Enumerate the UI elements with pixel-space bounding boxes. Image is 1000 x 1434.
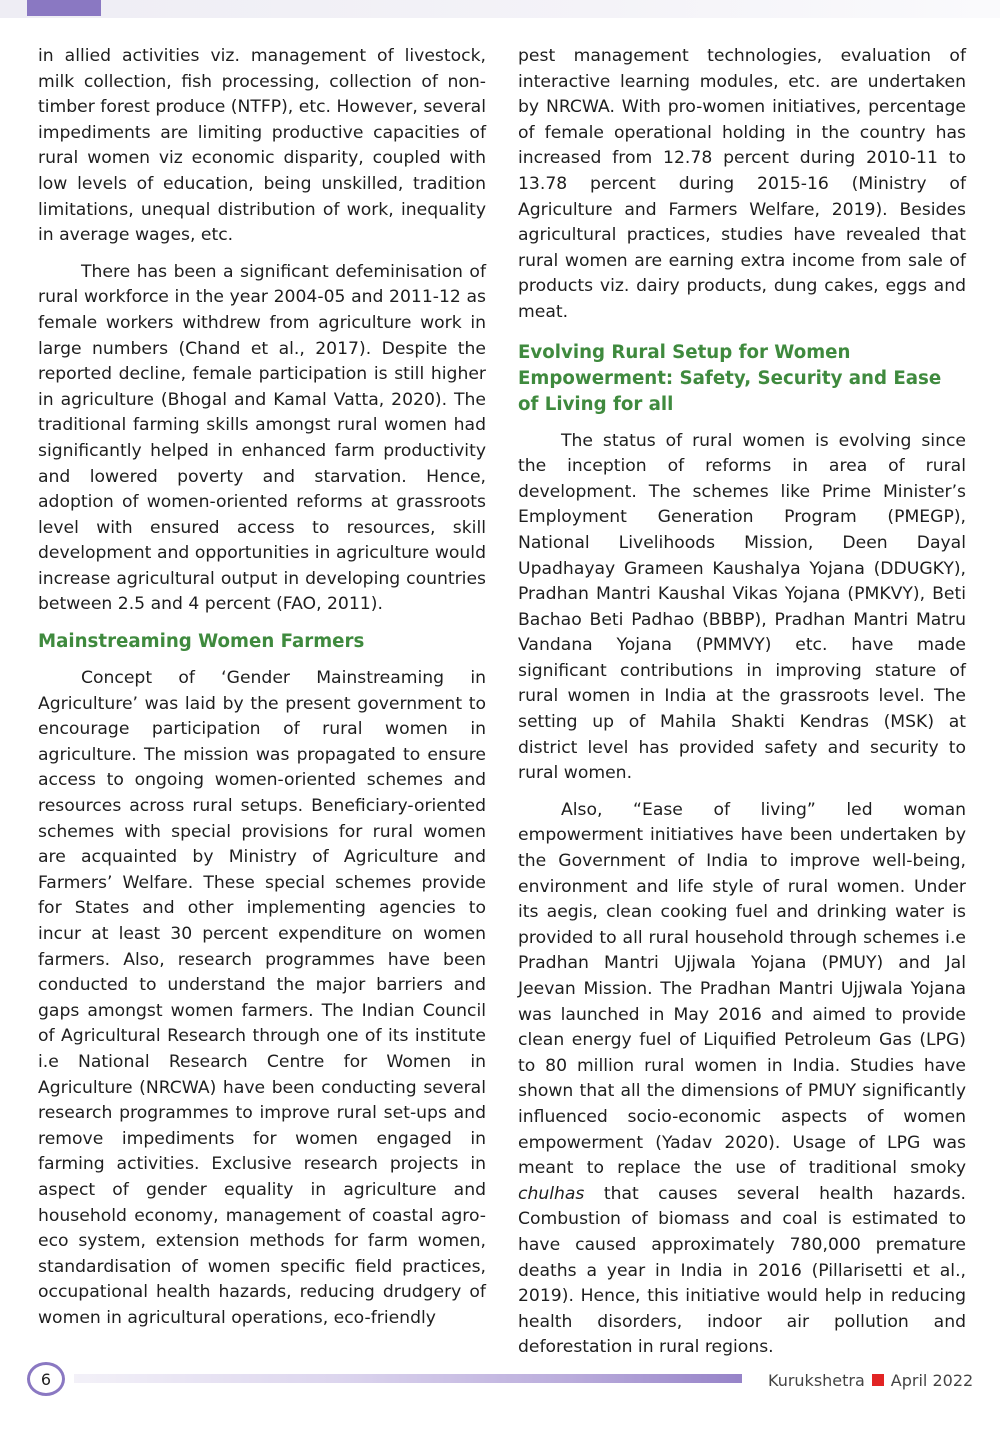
section-heading-evolving-rural-setup: Evolving Rural Setup for Women Empowerment: Safety, Security and Ease of Living for all — [518, 341, 942, 415]
left-paragraph-3: Concept of ‘Gender Mainstreaming in Agriculture’ was laid by the present government to encourage participation of rural women in agriculture. The mission was propagated to ensure access to ongoing women-oriented schemes and resources across rural setups. Beneficiary-oriented schemes with special provisions for rural women are acquainted by Ministry of Agriculture and Farmers’ Welfare. These special schemes provide for States and other implementing agencies to incur at least 30 percent expenditure on women farmers. Also, research programmes have been conducted to understand the major barriers and gaps amongst women farmers. The Indian Council of Agricultural Research through one of its institute i.e National Research Centre for Women in Agriculture (NRCWA) have been conducting several research programmes to improve rural set-ups and remove impediments for women engaged in farming activities. Exclusive research projects in aspect of gender equality in agriculture and household economy, management of coastal agro-eco system, extension methods for farm women, standardisation of women specific field practices, occupational health hazards, reducing drudgery of women in agricultural operations, eco-friendly — [38, 668, 486, 1328]
section-heading-mainstreaming: Mainstreaming Women Farmers — [38, 631, 365, 653]
right-paragraph-2: The status of rural women is evolving since the inception of reforms in area of rural development. The schemes like Prime Minister’s Employment Generation Program (PMEGP), National Livelihoods Mission, Deen Dayal Upadhayay Grameen Kaushalya Yojana (DDUGKY), Pradhan Mantri Kaushal Vikas Yojana (PMKVY), Beti Bachao Beti Padhao (BBBP), Pradhan Mantri Matru Vandana Yojana (PMMVY) etc. have made significant contributions in improving stature of rural women in India at the grassroots level. The setting up of Mahila Shakti Kendras (MSK) at district level has provided safety and security to rural women. — [518, 430, 966, 784]
left-column — [38, 44, 486, 1332]
top-header-band — [0, 0, 1000, 18]
right-column — [518, 44, 966, 1361]
page-number-circle — [27, 1362, 65, 1396]
magazine-name: Kurukshetra — [768, 1370, 865, 1390]
left-paragraph-1: in allied activities viz. management of livestock, milk collection, fish processing, collection of non-timber forest produce (NTFP), etc. However, several impediments are limiting productive capacities of rural women viz economic disparity, coupled with low levels of education, being unskilled, tradition limitations, unequal distribution of work, inequality in average wages, etc. — [38, 46, 486, 246]
page-number: 6 — [40, 1369, 52, 1389]
italic-term-chulhas: chulhas — [518, 1183, 585, 1204]
footer-gradient-line — [74, 1374, 742, 1383]
issue-date: April 2022 — [890, 1370, 974, 1390]
right-paragraph-3 — [518, 798, 966, 1361]
red-square-separator-icon — [872, 1374, 884, 1386]
left-paragraph-2: There has been a significant defeminisation of rural workforce in the year 2004-05 and 2011-12 as female workers withdrew from agriculture work in large numbers (Chand et al., 2017). Despite the reported decline, female participation is still higher in agriculture (Bhogal and Kamal Vatta, 2020). The traditional farming skills amongst rural women had significantly helped in enhanced farm productivity and lowered poverty and starvation. Hence, adoption of women-oriented reforms at grassroots level with ensured access to resources, skill development and opportunities in agriculture would increase agricultural output in developing countries between 2.5 and 4 percent (FAO, 2011). — [38, 261, 486, 615]
top-accent-bar — [27, 0, 101, 16]
right-paragraph-1: pest management technologies, evaluation of interactive learning modules, etc. are undertaken by NRCWA. With pro-women initiatives, percentage of female operational holding in the country has increased from 12.78 percent during 2010-11 to 13.78 percent during 2015-16 (Ministry of Agriculture and Farmers Welfare, 2019). Besides agricultural practices, studies have revealed that rural women are earning extra income from sale of products viz. dairy products, dung cakes, eggs and meat. — [518, 46, 966, 322]
right-paragraph-3-text-a: Also, “Ease of living” led woman empowerment initiatives have been undertaken by the Government of India to improve well-being, environment and life style of rural women. Under its aegis, clean cooking fuel and drinking water is provided to all rural household through schemes i.e Pradhan Mantri Ujjwala Yojana (PMUY) and Jal Jeevan Mission. The Pradhan Mantri Ujjwala Yojana was launched in May 2016 and aimed to provide clean energy fuel of Liquified Petroleum Gas (LPG) to 80 million rural women in India. Studies have shown that all the dimensions of PMUY significantly influenced socio-economic aspects of women empowerment (Yadav 2020). Usage of LPG was meant to replace the use of traditional smoky — [518, 799, 966, 1179]
right-paragraph-3-text-b: that causes several health hazards. Combustion of biomass and coal is estimated to have caused approximately 780,000 premature deaths a year in India in 2016 (Pillarisetti et al., 2019). Hence, this initiative would help in reducing health disorders, indoor air pollution and deforestation in rural regions. — [518, 1183, 966, 1358]
footer-publication-info — [768, 1368, 973, 1392]
